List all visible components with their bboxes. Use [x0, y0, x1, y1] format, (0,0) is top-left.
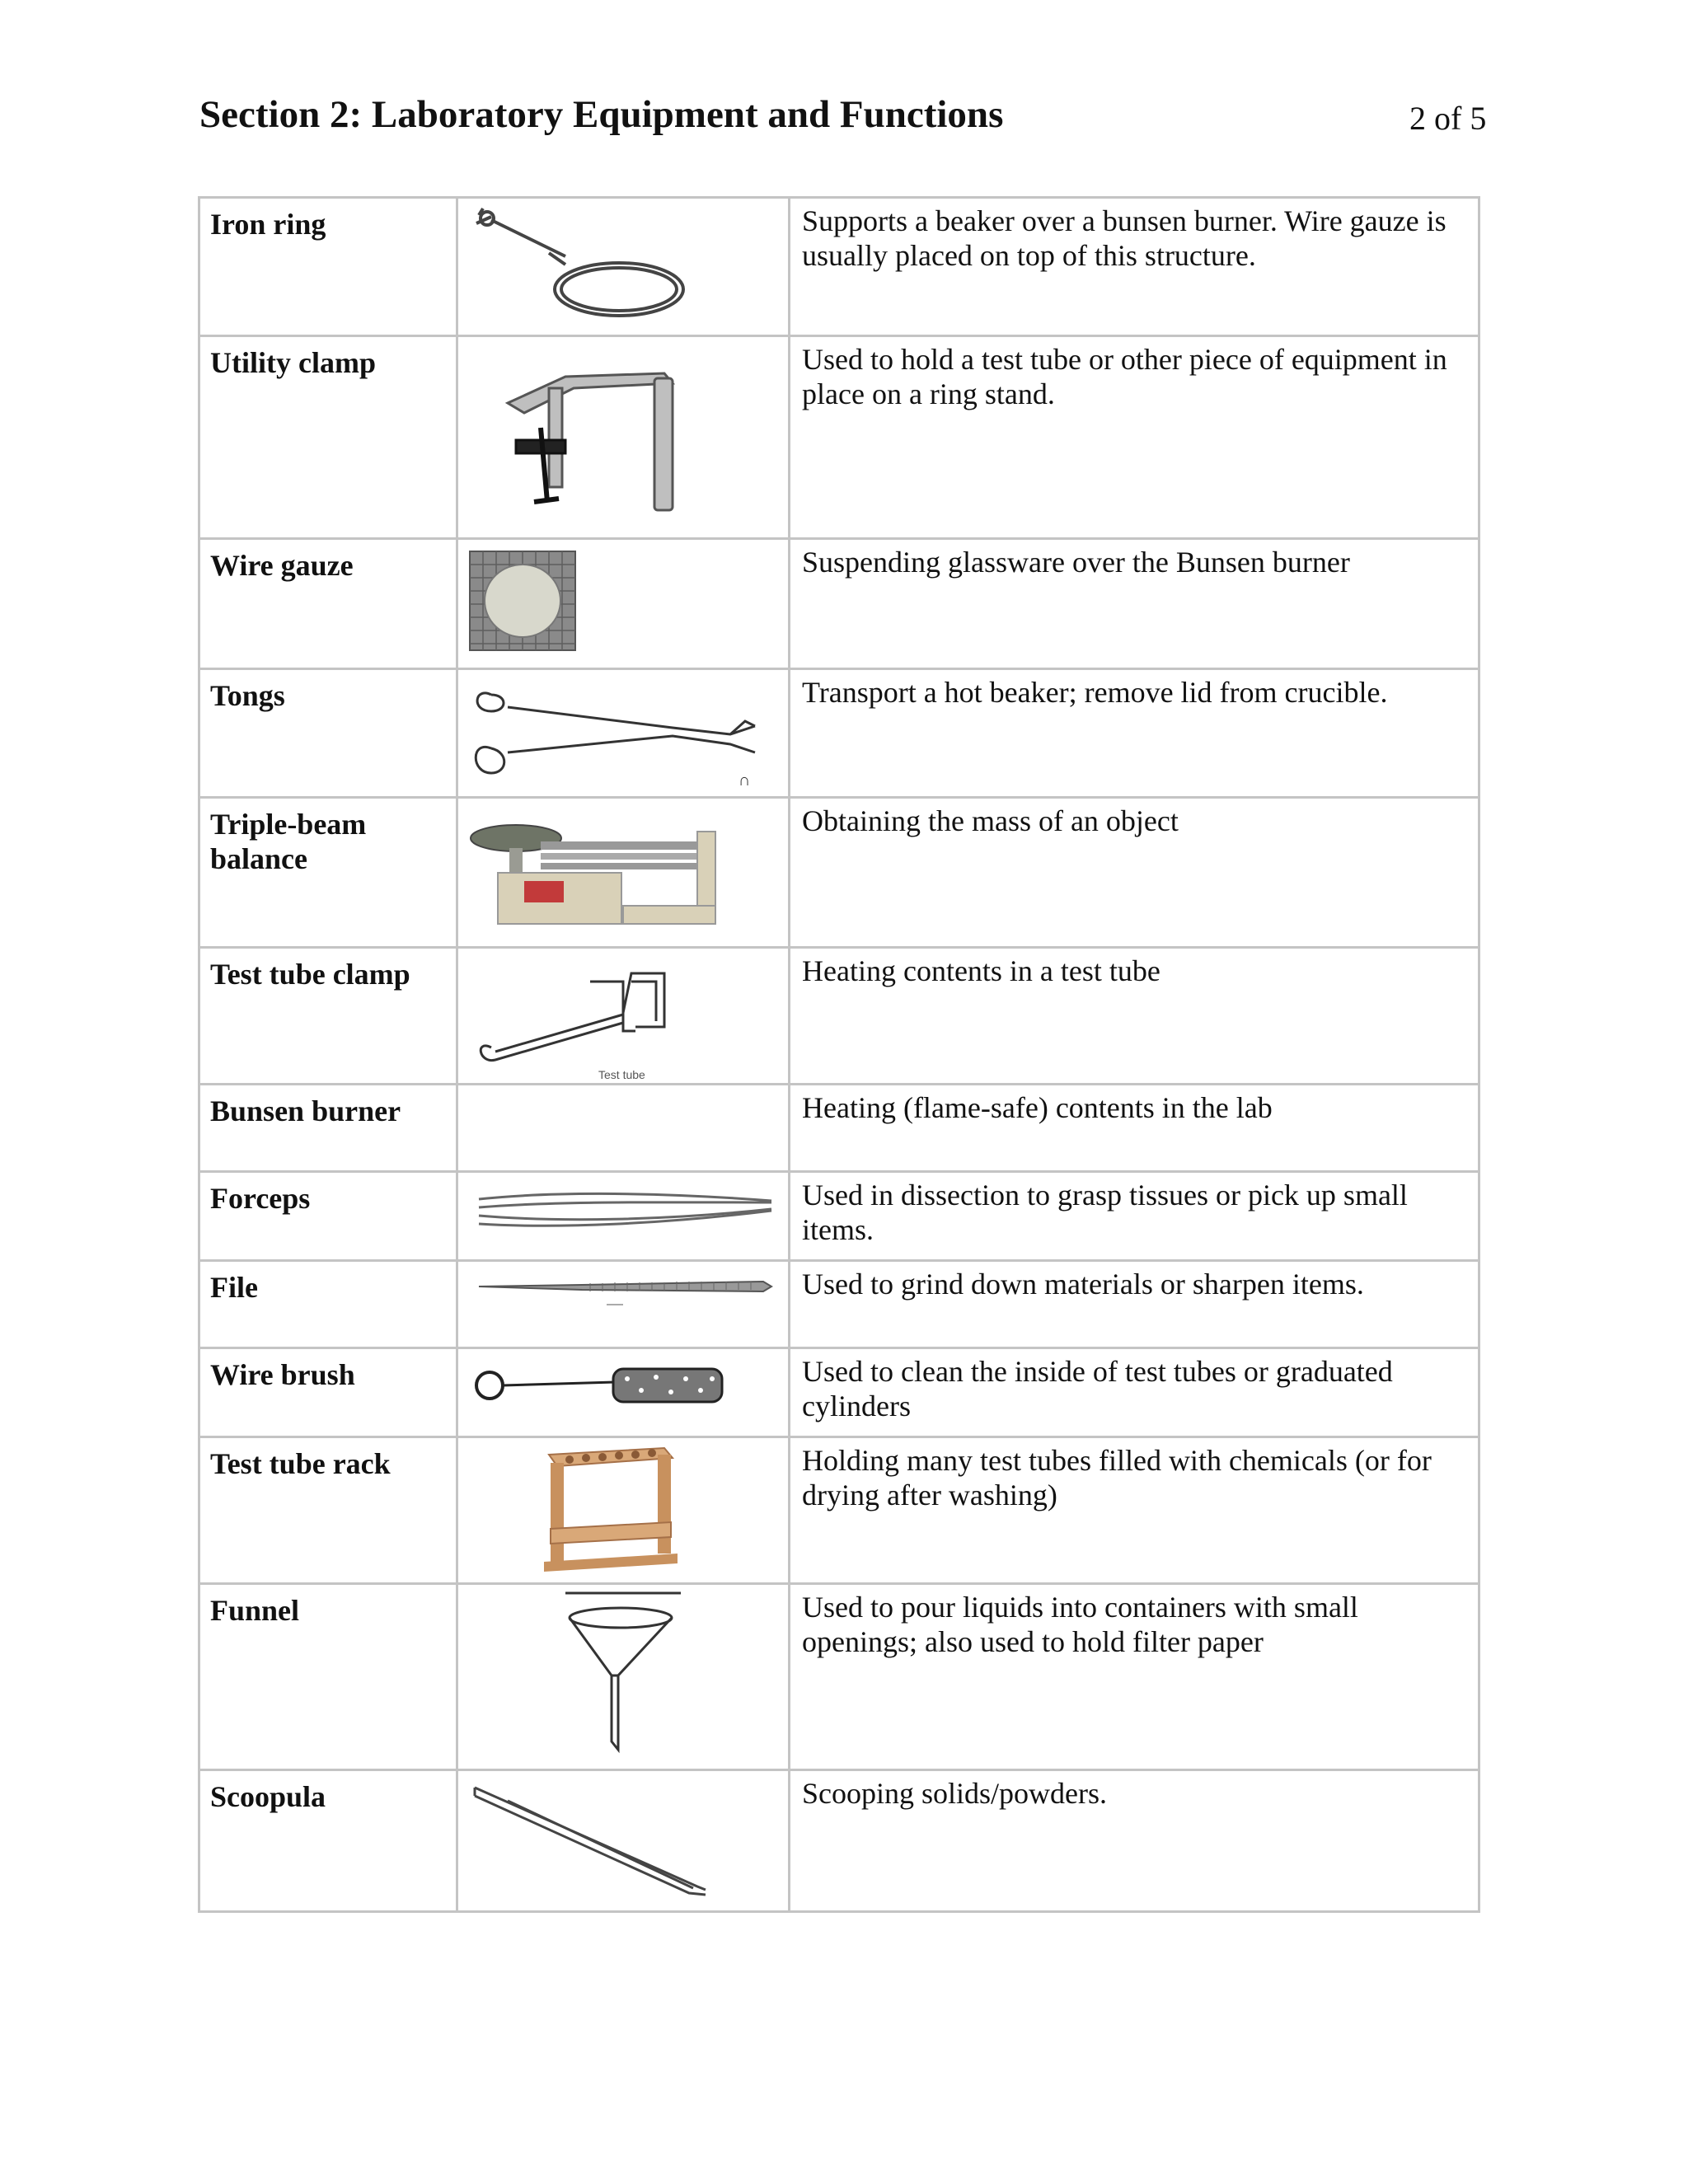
equipment-name: Scoopula: [199, 1770, 457, 1912]
svg-text:∩: ∩: [738, 771, 751, 790]
equipment-name: Wire brush: [199, 1348, 457, 1437]
equipment-description: Obtaining the mass of an object: [790, 798, 1479, 948]
equipment-description: Used to hold a test tube or other piece of equipment in place on a ring stand.: [790, 336, 1479, 539]
equipment-picture: [457, 1172, 790, 1261]
equipment-name: Wire gauze: [199, 539, 457, 669]
equipment-picture: [457, 1584, 790, 1770]
equipment-name: Test tube clamp: [199, 948, 457, 1085]
equipment-picture: [457, 539, 790, 669]
equipment-name: Bunsen burner: [199, 1085, 457, 1172]
table-row: [199, 1348, 1479, 1437]
equipment-picture: [457, 1437, 790, 1584]
equipment-table: [198, 196, 1480, 1913]
equipment-description: Used to clean the inside of test tubes or graduated cylinders: [790, 1348, 1479, 1437]
equipment-picture: [457, 1085, 790, 1172]
table-row: [199, 669, 1479, 798]
equipment-name: Funnel: [199, 1584, 457, 1770]
equipment-name: Forceps: [199, 1172, 457, 1261]
table-row: [199, 798, 1479, 948]
wire-gauze-icon: [458, 540, 788, 668]
table-row: [199, 1584, 1479, 1770]
table-row: [199, 948, 1479, 1085]
equipment-description: Transport a hot beaker; remove lid from crucible.: [790, 669, 1479, 798]
equipment-description: Heating (flame-safe) contents in the lab: [790, 1085, 1479, 1172]
equipment-picture: [457, 798, 790, 948]
equipment-description: Suspending glassware over the Bunsen burner: [790, 539, 1479, 669]
equipment-description: Supports a beaker over a bunsen burner. Wire gauze is usually placed on top of this structure.: [790, 198, 1479, 336]
forceps-icon: [458, 1173, 788, 1259]
equipment-picture: [457, 198, 790, 336]
equipment-name: Tongs: [199, 669, 457, 798]
scoopula-icon: [458, 1771, 788, 1910]
equipment-description: Used in dissection to grasp tissues or pick up small items.: [790, 1172, 1479, 1261]
equipment-picture: [457, 669, 790, 798]
equipment-description: Used to grind down materials or sharpen items.: [790, 1261, 1479, 1348]
equipment-description: Holding many test tubes filled with chemicals (or for drying after washing): [790, 1437, 1479, 1584]
table-row: [199, 1770, 1479, 1912]
file-icon: [458, 1262, 788, 1347]
page-indicator: 2 of 5: [1409, 100, 1487, 137]
table-row: [199, 198, 1479, 336]
triple-beam-balance-icon: [458, 799, 788, 946]
table-row: [199, 1085, 1479, 1172]
test-tube-rack-icon: [458, 1438, 788, 1582]
equipment-description: Heating contents in a test tube: [790, 948, 1479, 1085]
equipment-picture: [457, 1770, 790, 1912]
equipment-name: Test tube rack: [199, 1437, 457, 1584]
table-row: [199, 539, 1479, 669]
test-tube-clamp-icon: [458, 949, 788, 1083]
funnel-icon: [458, 1585, 788, 1769]
utility-clamp-icon: [458, 337, 788, 537]
equipment-picture: [457, 336, 790, 539]
equipment-picture: [457, 1348, 790, 1437]
page-title: Section 2: Laboratory Equipment and Functions: [199, 93, 1004, 136]
equipment-picture: [457, 1261, 790, 1348]
equipment-name: Iron ring: [199, 198, 457, 336]
equipment-name: File: [199, 1261, 457, 1348]
equipment-name: Triple-beam balance: [199, 798, 457, 948]
table-row: [199, 1261, 1479, 1348]
tongs-icon: [458, 670, 788, 796]
iron-ring-icon: [458, 199, 788, 335]
table-row: [199, 1437, 1479, 1584]
table-row: [199, 1172, 1479, 1261]
wire-brush-icon: [458, 1349, 788, 1436]
table-row: [199, 336, 1479, 539]
svg-text:Test tube: Test tube: [598, 1068, 645, 1081]
equipment-description: Used to pour liquids into containers with small openings; also used to hold filter paper: [790, 1584, 1479, 1770]
equipment-picture: [457, 948, 790, 1085]
equipment-description: Scooping solids/powders.: [790, 1770, 1479, 1912]
equipment-name: Utility clamp: [199, 336, 457, 539]
